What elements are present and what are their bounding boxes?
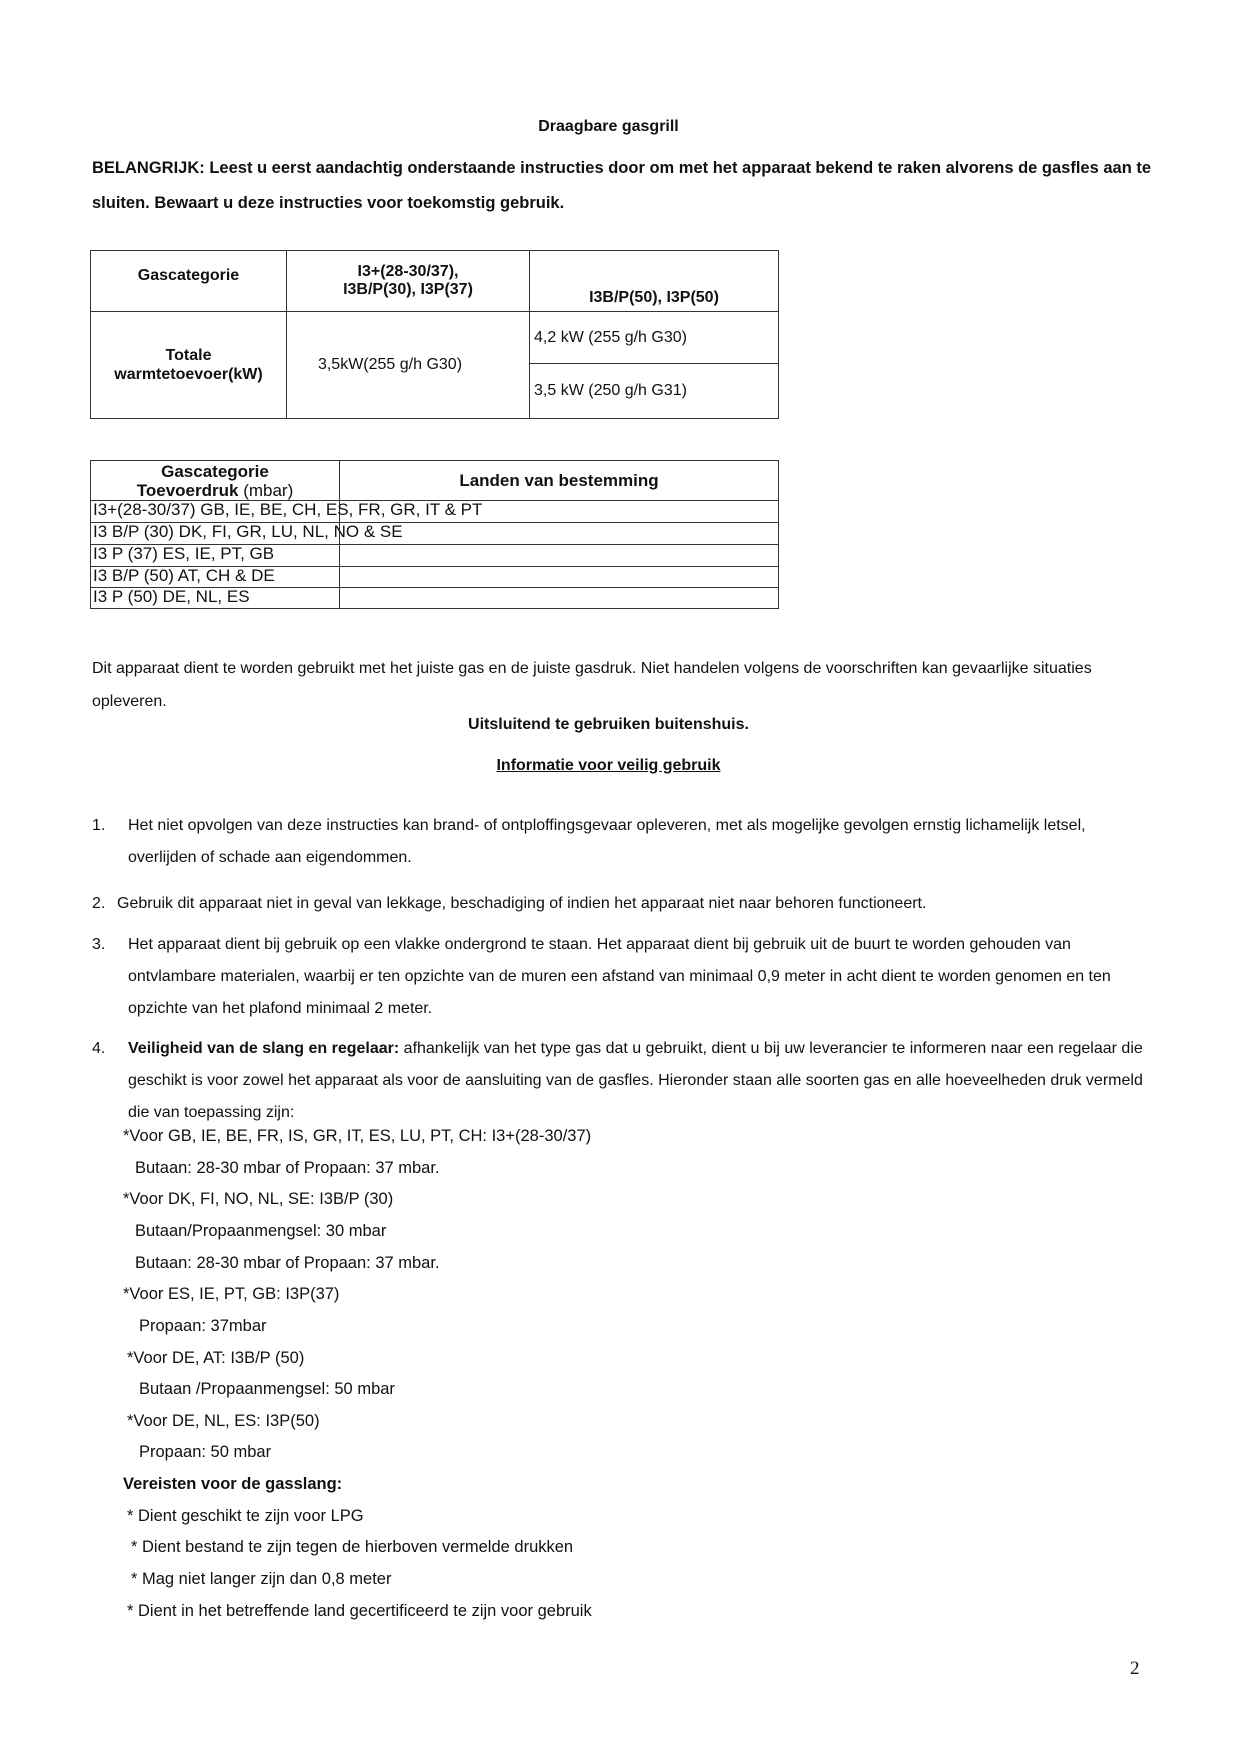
heat-input-table [90, 250, 779, 419]
gas-category-col2: I3+(28-30/37), I3B/P(30), I3P(37) [287, 251, 530, 312]
gas-line: Propaan: 37mbar [139, 1317, 267, 1335]
intro-warning: BELANGRIJK: Leest u eerst aandachtig onderstaande instructies door om met het apparaat bekend te raken alvorens de gasfles aan te sluiten. Bewaart u deze instructies voor toekomstig gebruik. [92, 159, 1152, 212]
gas-line: *Voor GB, IE, BE, FR, IS, GR, IT, ES, LU, PT, CH: I3+(28-30/37) [123, 1127, 592, 1145]
gas-line: *Voor DE, AT: I3B/P (50) [127, 1349, 305, 1367]
total-heat-col3b: 3,5 kW (250 g/h G31) [530, 364, 779, 419]
gas-line: Butaan/Propaanmengsel: 30 mbar [135, 1222, 387, 1240]
hose-line: * Dient in het betreffende land gecertificeerd te zijn voor gebruik [127, 1602, 592, 1620]
gascategorie-label: Gascategorie [91, 251, 287, 312]
gas-line: *Voor DK, FI, NO, NL, SE: I3B/P (30) [123, 1190, 394, 1208]
table-row [91, 588, 340, 609]
total-heat-col3a: 4,2 kW (255 g/h G30) [530, 312, 779, 364]
gas-line: *Voor ES, IE, PT, GB: I3P(37) [123, 1285, 340, 1303]
hose-line: * Dient bestand te zijn tegen de hierboven vermelde drukken [131, 1538, 574, 1556]
row-text: I3 B/P (50) AT, CH & DE [93, 566, 275, 585]
gas-line: Butaan /Propaanmengsel: 50 mbar [139, 1380, 395, 1398]
item-4-text [128, 1033, 1158, 1129]
item-4-rest: afhankelijk van het type gas dat u gebruikt, dient u bij uw leverancier te informeren naar een regelaar die geschikt is voor zowel het apparaat als voor de aansluiting van de gasfles. Hieronder staan alle soorten gas en alle hoeveelheden druk vermeld die van toepassing zijn: [128, 1040, 1143, 1121]
gas-warning-paragraph: Dit apparaat dient te worden gebruikt met het juiste gas en de juiste gasdruk. Niet handelen volgens de voorschriften kan gevaarlijke situaties opleveren. [92, 660, 1092, 710]
gas-line: Butaan: 28-30 mbar of Propaan: 37 mbar. [135, 1159, 440, 1177]
safety-heading [0, 757, 1217, 775]
table-row [91, 500, 483, 523]
row-text: I3+(28-30/37) GB, IE, BE, CH, ES, FR, GR, IT & PT [93, 500, 483, 519]
destination-table [90, 460, 779, 609]
toevoerdruk-header [93, 481, 337, 500]
item-2-number: 2. [92, 895, 106, 912]
table-row [91, 522, 403, 545]
outdoor-notice: Uitsluitend te gebruiken buitenshuis. [468, 716, 749, 733]
item-4-bold: Veiligheid van de slang en regelaar: [128, 1040, 400, 1057]
row-text: I3 P (37) ES, IE, PT, GB [93, 544, 275, 563]
row-text: I3 P (50) DE, NL, ES [93, 587, 250, 606]
gas-line: *Voor DE, NL, ES: I3P(50) [127, 1412, 320, 1430]
item-1-text: Het niet opvolgen van deze instructies kan brand- of ontploffingsgevaar opleveren, met als mogelijke gevolgen ernstig lichamelijk letsel, overlijden of schade aan eigendommen. [128, 817, 1086, 866]
item-4-number: 4. [92, 1040, 106, 1057]
row-text: I3 B/P (30) DK, FI, GR, LU, NL, NO & SE [93, 522, 403, 541]
total-heat-label: Totale warmtetoevoer(kW) [91, 312, 287, 419]
toevoerdruk-unit: (mbar) [238, 480, 294, 500]
hose-heading: Vereisten voor de gasslang: [123, 1475, 343, 1493]
hose-line: * Mag niet langer zijn dan 0,8 meter [131, 1570, 392, 1588]
gascategorie-header: Gascategorie [161, 461, 269, 481]
gas-line: Butaan: 28-30 mbar of Propaan: 37 mbar. [135, 1254, 440, 1272]
item-1-number: 1. [92, 817, 106, 834]
toevoerdruk-bold: Toevoerdruk [136, 480, 239, 500]
document-title: Draagbare gasgrill [538, 118, 679, 135]
item-3-text: Het apparaat dient bij gebruik op een vlakke ondergrond te staan. Het apparaat dient bij gebruik uit de buurt te worden gehouden van ontvlambare materialen, waarbij er ten opzichte van de muren een afstand van minimaal 0,9 meter in acht dient te worden genomen en ten opzichte van het plafond minimaal 2 meter. [128, 936, 1111, 1017]
landen-header: Landen van bestemming [340, 461, 779, 501]
gas-category-col3: I3B/P(50), I3P(50) [530, 251, 779, 312]
destination-header-col1 [91, 461, 340, 501]
total-heat-col2: 3,5kW(255 g/h G30) [287, 312, 530, 419]
item-3-number: 3. [92, 936, 106, 953]
hose-line: * Dient geschikt te zijn voor LPG [127, 1507, 364, 1525]
gas-line: Propaan: 50 mbar [139, 1443, 272, 1461]
table-row [91, 567, 340, 588]
item-2-text: Gebruik dit apparaat niet in geval van lekkage, beschadiging of indien het apparaat niet naar behoren functioneert. [117, 895, 927, 912]
page-number: 2 [1130, 1658, 1140, 1679]
safety-heading-text: Informatie voor veilig gebruik [496, 757, 721, 774]
table-row [91, 545, 340, 567]
